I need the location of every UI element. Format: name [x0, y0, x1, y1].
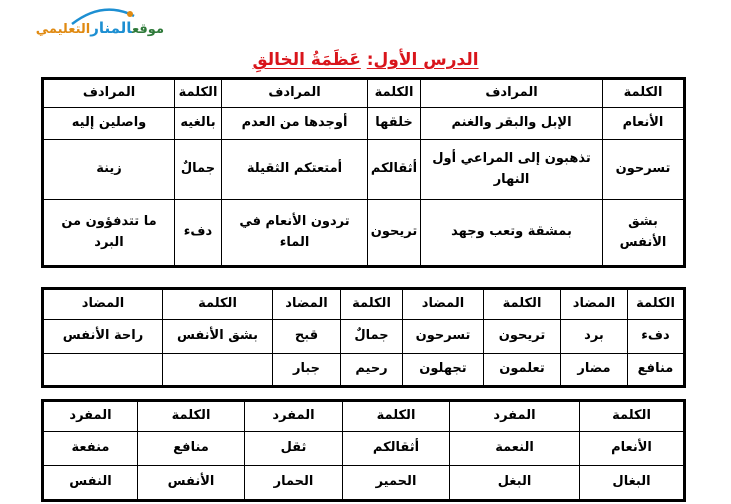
table-row: [44, 432, 684, 466]
table-cell: تسرحون: [603, 140, 684, 200]
table-cell: جمالٌ: [341, 320, 403, 354]
header-cell: المضاد: [44, 290, 163, 320]
table-cell: بمشقة وتعب وجهد: [421, 200, 603, 266]
table-cell: بشق الأنفس: [163, 320, 273, 354]
header-cell: الكلمة: [603, 80, 684, 108]
table-cell: تجهلون: [403, 354, 484, 386]
lesson-title-prefix: الدرس الأول:: [366, 50, 479, 70]
antonyms-header-row: [44, 290, 684, 320]
header-cell: المفرد: [450, 402, 580, 432]
table-cell: بالغيه: [175, 108, 222, 140]
table-cell: بشق الأنفس: [603, 200, 684, 266]
table-cell: الأنعام: [603, 108, 684, 140]
table-row: [44, 200, 684, 266]
table-cell: الأنعام: [580, 432, 684, 466]
table-cell: برد: [561, 320, 628, 354]
table-cell: ما تتدفؤون من البرد: [44, 200, 175, 266]
header-cell: الكلمة: [138, 402, 245, 432]
header-cell: المرادف: [44, 80, 175, 108]
singulars-header-row: [44, 402, 684, 432]
table-cell: تريحون: [484, 320, 561, 354]
header-cell: الكلمة: [343, 402, 450, 432]
table-cell: الحمير: [343, 466, 450, 500]
table-cell: واصلين إليه: [44, 108, 175, 140]
table-cell: أثقالكم: [343, 432, 450, 466]
header-cell: الكلمة: [341, 290, 403, 320]
table-cell: الأنفس: [138, 466, 245, 500]
table-cell: مضار: [561, 354, 628, 386]
lesson-title: [0, 50, 731, 70]
table-cell: رحيم: [341, 354, 403, 386]
header-cell: الكلمة: [368, 80, 421, 108]
table-cell: الحمار: [245, 466, 343, 500]
antonyms-table: [43, 289, 684, 386]
table-row: [44, 140, 684, 200]
table-cell: تردون الأنعام في الماء: [222, 200, 368, 266]
table-cell: خلقها: [368, 108, 421, 140]
site-logo: [8, 4, 166, 44]
header-cell: المرادف: [222, 80, 368, 108]
table-cell: راحة الأنفس: [44, 320, 163, 354]
table-row: [44, 466, 684, 500]
header-cell: المرادف: [421, 80, 603, 108]
table-cell: منفعة: [44, 432, 138, 466]
table-cell: البغال: [580, 466, 684, 500]
lesson-title-name: عَظَمَةُ الخالقِ: [252, 50, 361, 70]
table-cell: [163, 354, 273, 386]
header-cell: المضاد: [403, 290, 484, 320]
table-cell: الإبل والبقر والغنم: [421, 108, 603, 140]
table-cell: تذهبون إلى المراعي أول النهار: [421, 140, 603, 200]
header-cell: المضاد: [273, 290, 341, 320]
table-cell: أمتعتكم الثقيلة: [222, 140, 368, 200]
header-cell: الكلمة: [484, 290, 561, 320]
table-cell: البغل: [450, 466, 580, 500]
table-cell: منافع: [628, 354, 684, 386]
synonyms-header-row: [44, 80, 684, 108]
table-cell: منافع: [138, 432, 245, 466]
table-cell: جبار: [273, 354, 341, 386]
table-cell: جمالٌ: [175, 140, 222, 200]
table-cell: [44, 354, 163, 386]
table-cell: دفء: [628, 320, 684, 354]
header-cell: الكلمة: [163, 290, 273, 320]
table-cell: أوجدها من العدم: [222, 108, 368, 140]
table-cell: قبح: [273, 320, 341, 354]
header-cell: الكلمة: [628, 290, 684, 320]
table-cell: زينة: [44, 140, 175, 200]
table-cell: أثقالكم: [368, 140, 421, 200]
table-row: [44, 108, 684, 140]
header-cell: المضاد: [561, 290, 628, 320]
logo-text: موقعالمنارالتعليمي: [35, 19, 164, 37]
table-cell: ثقل: [245, 432, 343, 466]
synonyms-table: [43, 79, 684, 266]
table-cell: النعمة: [450, 432, 580, 466]
table-cell: تعلمون: [484, 354, 561, 386]
header-cell: الكلمة: [175, 80, 222, 108]
table-cell: النفس: [44, 466, 138, 500]
table-row: [44, 320, 684, 354]
singulars-table: [43, 401, 684, 500]
table-cell: تسرحون: [403, 320, 484, 354]
header-cell: الكلمة: [580, 402, 684, 432]
table-cell: تريحون: [368, 200, 421, 266]
table-row: [44, 354, 684, 386]
header-cell: المفرد: [44, 402, 138, 432]
table-cell: دفء: [175, 200, 222, 266]
header-cell: المفرد: [245, 402, 343, 432]
